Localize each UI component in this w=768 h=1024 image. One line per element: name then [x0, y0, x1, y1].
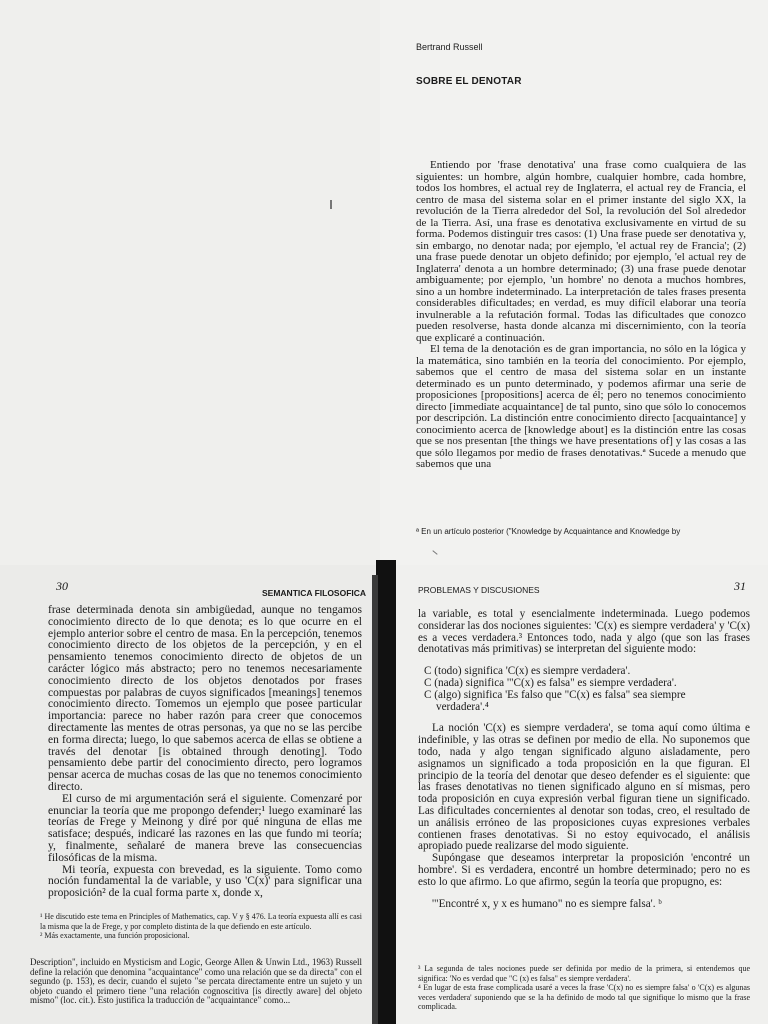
- page-30: [0, 565, 378, 1024]
- footnotes: [418, 964, 750, 1012]
- footnote: ² Más exactamente, una función proposicional.: [40, 931, 190, 940]
- footnote: ⁴ En lugar de esta frase complicada usaré a veces la frase 'C(x) no es siempre falsa' o 'C(x) es algunas veces verdadera' suponiendo que se la ha definido de modo tal que signifique lo mismo que la frase complicada.: [418, 983, 750, 1011]
- footnote-continuation: Description", incluido en Mysticism and Logic, George Allen & Unwin Ltd., 1963) Russell define la relación que denomina "acquaintance" como una relación que se da directa" con el segundo (p. 153), es decir, cuando el sujeto "se percata directamente entre un sujeto y un objeto cuando el primero tiene "una relación cognoscitiva [is directly aware] del objeto mismo" (loc. cit.). Esto justifica la traducción de "acquaintance" como...: [30, 957, 362, 1005]
- body-text: [48, 605, 362, 900]
- paragraph: El curso de mi argumentación será el siguiente. Comenzaré por enunciar la teoría que me propongo defender;¹ luego examinaré las teorías de Frege y Meinong y diré por qué ninguna de ellas me satisface; después, indicaré las razones en las que fundo mi teoría; y, finalmente, señalaré de manera breve las consecuencias filosóficas de la misma.: [48, 792, 362, 864]
- page-article-start: [380, 0, 768, 565]
- paragraph: frase determinada denota sin ambigüedad, aunque no tengamos conocimiento directo de lo que denota; es lo que ocurre en el ejemplo anterior sobre el centro de masa. En la percepción, tenemos conocimiento directo de los objetos de la percepción, y en el pensamiento tenemos conocimiento directo de objetos de un carácter lógico más abstracto; pero no tenemos necesariamente conocimiento directo de los objetos denotados por frases compuestas por palabras de cuyos significados [meanings] tenemos conocimiento directo. Tomemos un ejemplo que posee particular importancia: parece no haber razón para creer que conocemos directamente las mentes de otras personas, ya que no se las percibe en forma directa; luego, lo que sabemos acerca de ellas se obtiene a través del denotar [is obtained through denoting]. Todo pensamiento debe partir del conocimiento directo, pero logramos pensar acerca de muchas cosas de las que no tenemos conocimiento directo.: [48, 604, 362, 793]
- scan-mark: [432, 550, 437, 555]
- definition-item: C (todo) significa 'C(x) es siempre verdadera'.: [424, 665, 631, 678]
- paragraph: Mi teoría, expuesta con brevedad, es la siguiente. Tomo como noción fundamental la de variable, y uso 'C(x)' para significar una proposición² de la cual forma parte x, donde x,: [48, 863, 362, 900]
- running-head: SEMANTICA FILOSOFICA: [262, 588, 367, 598]
- paragraph: El tema de la denotación es de gran importancia, no sólo en la lógica y la matemática, sino también en la teoría del conocimiento. Por ejemplo, sabemos que el centro de masa del sistema solar en un instante determinado es un punto determinado, y podemos afirmar una serie de proposiciones [propositions] acerca de él; pero no tenemos conocimiento directo [immediate acquaintance] de tal punto, sino que sólo lo conocemos por descripción. La distinción entre conocimiento directo [acquaintance] y conocimiento acerca de [knowledge about] es la distinción entre las cosas que se nos presentan [the things we have presentations of] y las cosas a las que sólo llegamos por medio de frases denotativas.ª Sucede a menudo que sabemos que una: [416, 343, 746, 470]
- definition-item: C (nada) significa '"C(x) es falsa" es siempre verdadera'.: [424, 676, 677, 689]
- footnote: ³ La segunda de tales nociones puede ser definida por medio de la primera, si entendemos que significa: 'No es verdad que "C (x) es falsa" es siempre verdadera'.: [418, 964, 750, 983]
- paragraph: La noción 'C(x) es siempre verdadera', se toma aquí como última e indefinible, y las otras se definen por medio de ella. No suponemos que todo, nada y algo tengan significado alguno aisladamente, pero asignamos un significado a toda proposición en la que figuran. El principio de la teoría del denotar que deseo defender es el siguiente: que las frases denotativas no tienen significado alguno en sí mismas, pero toda proposición en cuya expresión verbal figuran tiene un significado. Las dificultades concernientes al denotar son todas, creo, el resultado de un análisis erróneo de las proposiciones cuyas expresiones verbales contienen frases denotativas. Si no estoy equivocado, el análisis apropiado puede realizarse del modo siguiente.: [418, 722, 750, 853]
- paragraph: Entiendo por 'frase denotativa' una frase como cualquiera de las siguientes: un hombre, algún hombre, cualquier hombre, cada hombre, todos los hombres, el actual rey de Inglaterra, el actual rey de Francia, el centro de masa del sistema solar en el primer instante del siglo XX, la revolución de la Tierra alrededor del Sol, la revolución del Sol alrededor de la Tierra. Así, una frase es denotativa exclusivamente en virtud de su forma. Podemos distinguir tres casos: (1) Una frase puede ser denotativa y, sin embargo, no denotar nada; por ejemplo, 'el actual rey de Francia'; (2) una frase puede denotar un objeto definido; por ejemplo, 'el actual rey de Inglaterra' denota a un hombre determinado; (3) una frase puede denotar ambiguamente; por ejemplo, 'un hombre' no denota a muchos hombres, sino a un hombre indeterminado. La interpretación de tales frases presenta considerables dificultades; en verdad, es muy difícil elaborar una teoría invulnerable a la refutación formal. Todas las dificultades que conozco pueden resolverse, hasta donde alcanza mi discernimiento, con la teoría que explicaré a continuación.: [416, 159, 746, 344]
- binding-shadow: [372, 575, 378, 1024]
- page-number: 31: [734, 579, 746, 593]
- article-title: SOBRE EL DENOTAR: [416, 76, 522, 87]
- footnote: ¹ He discutido este tema en Principles of Mathematics, cap. V y § 476. La teoría expuesta allí es casi la misma que la de Frege, y por completo distinta de la que defiendo en este artículo.: [40, 912, 362, 931]
- binding-gutter: [376, 560, 396, 1024]
- running-head: PROBLEMAS Y DISCUSIONES: [418, 585, 540, 595]
- footnotes: [40, 912, 362, 941]
- scan-mark: [330, 200, 332, 209]
- definition-item: C (algo) significa 'Es falso que "C(x) es falsa" sea siempre: [424, 688, 686, 701]
- body-text: [416, 160, 746, 471]
- paragraph: la variable, es total y esencialmente indeterminada. Luego podemos considerar las dos nociones siguientes: 'C(x) es siempre verdadera' y 'C(x) es a veces verdadera.³ Entonces todo, nada y algo (que son las frases denotativas más primitivas) se interpretan del siguiente modo:: [418, 608, 750, 656]
- paragraph: Supóngase que deseamos interpretar la proposición 'encontré un hombre'. Si es verdadera, encontré un hombre determinado; pero no es esto lo que afirmo. Lo que afirmo, según la teoría que propugno, es:: [418, 852, 750, 888]
- page-31: [396, 565, 768, 1024]
- blank-page-top-left: [0, 0, 380, 565]
- quoted-formula: '"Encontré x, y x es humano" no es siempre falsa'. ᵇ: [432, 897, 662, 910]
- footnote: ª En un artículo posterior ("Knowledge by Acquaintance and Knowledge by: [416, 527, 681, 536]
- page-number: 30: [56, 579, 68, 593]
- body-text: [418, 609, 750, 920]
- author-name: Bertrand Russell: [416, 42, 483, 52]
- definition-item-continuation: verdadera'.⁴: [436, 700, 489, 713]
